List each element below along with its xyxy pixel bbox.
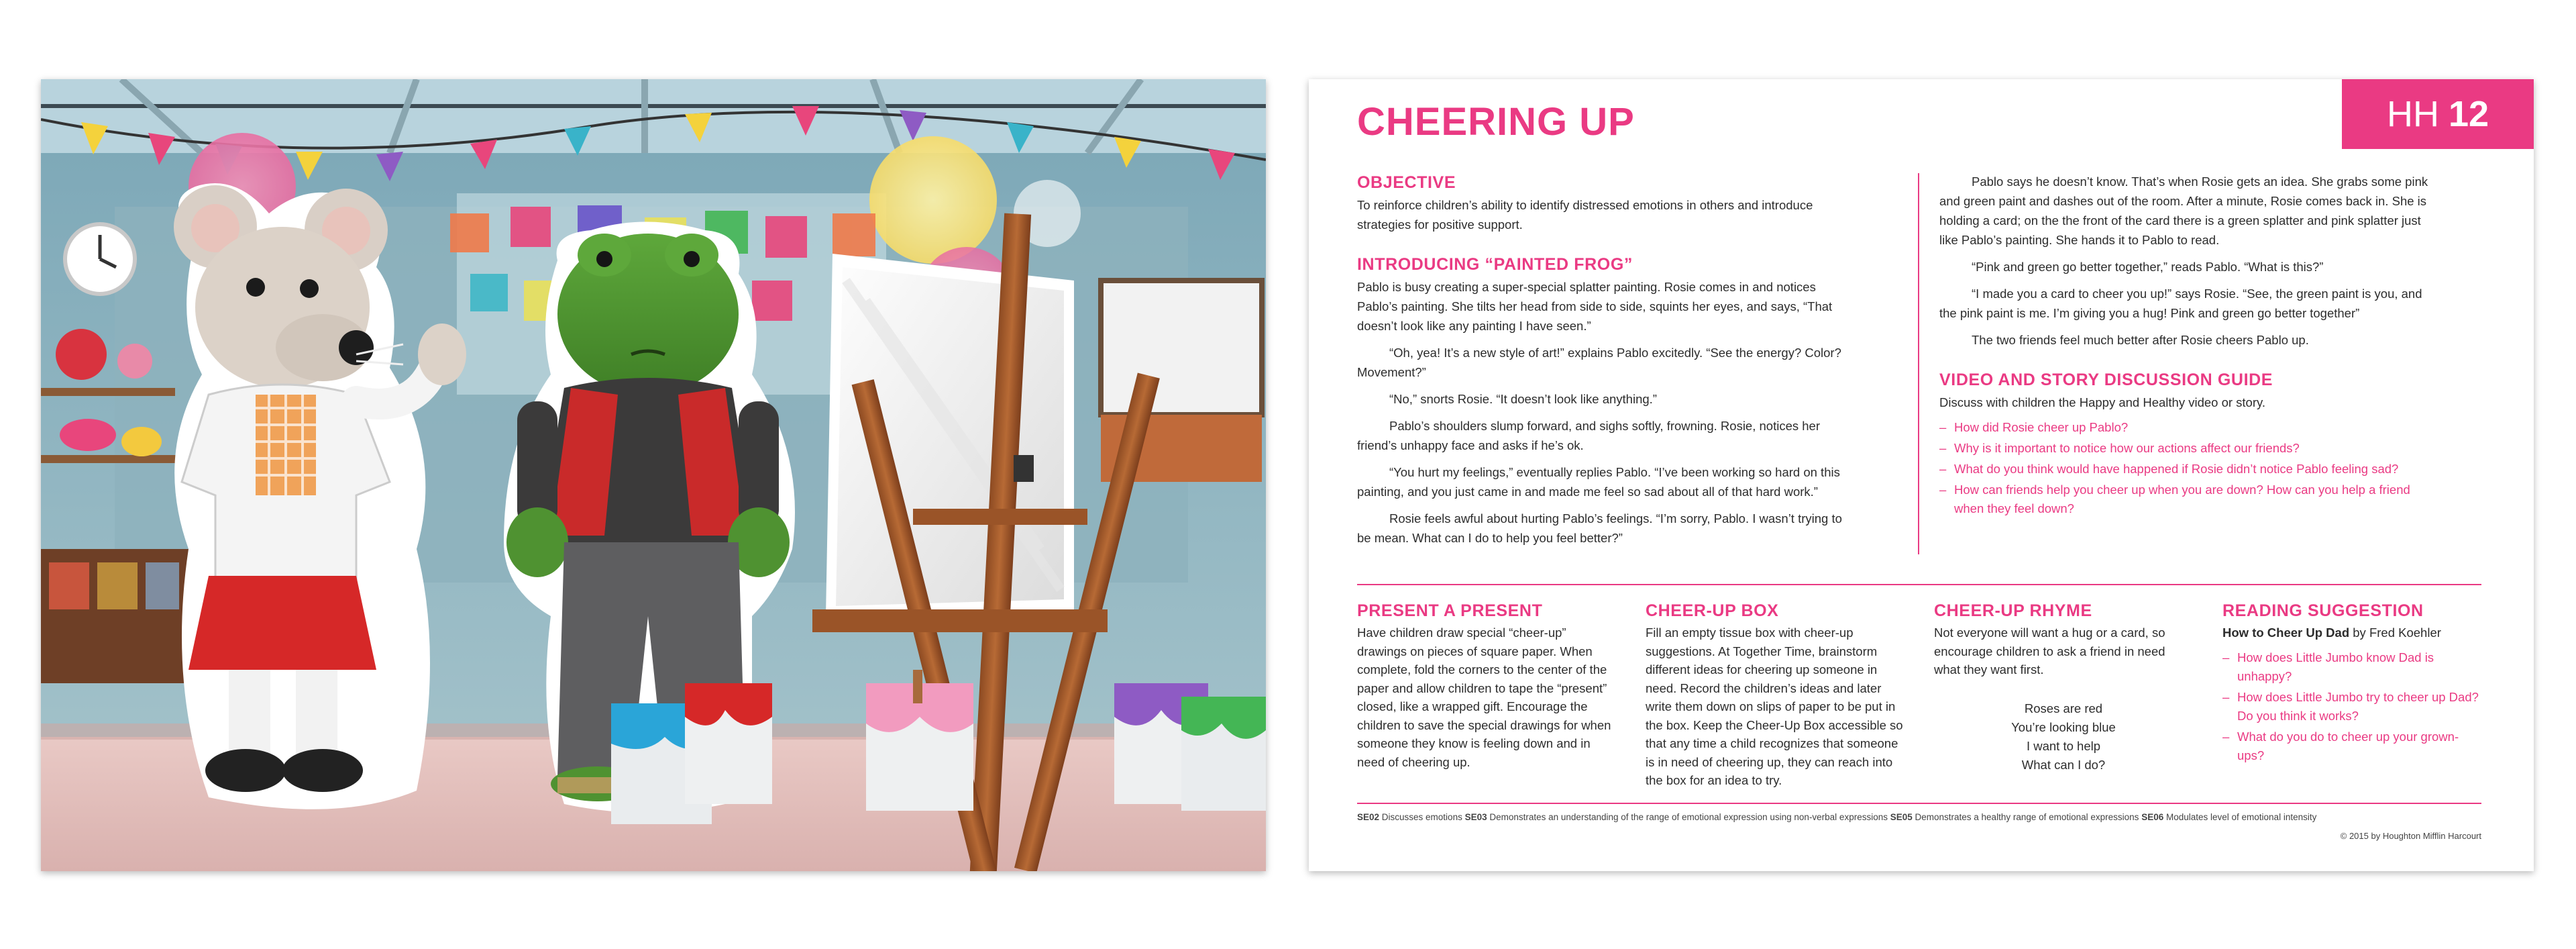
reading-question: – How does Little Jumbo try to cheer up Dad? Do you think it works? bbox=[2222, 688, 2481, 726]
activity-rhyme bbox=[1934, 600, 2193, 775]
book-author: by Fred Koehler bbox=[2349, 626, 2441, 640]
story-paragraph: “You hurt my feelings,” eventually replies Pablo. “I’ve been working so hard on this painting, and you just came in and made me feel so sad about all of that hard work.” bbox=[1357, 465, 1840, 499]
story-continued: The two friends feel much better after Rosie cheers Pablo up. bbox=[1972, 333, 2309, 347]
activity-text: Have children draw special “cheer-up” drawings on pieces of square paper. When complete, fold the corners to the center of the paper and allow children to tape the “present” closed, like a wrapped gift. Encourage the children to save the special drawings for when someone they know is feeling down and in need of cheering up. bbox=[1357, 626, 1611, 769]
rhyme-line: I want to help bbox=[2026, 738, 2101, 753]
footer-divider bbox=[1357, 803, 2481, 804]
illustration-card bbox=[41, 79, 1266, 871]
badge-prefix: HH bbox=[2386, 94, 2439, 134]
rhyme-line: What can I do? bbox=[2021, 757, 2106, 772]
paint-buckets bbox=[611, 670, 1266, 824]
activity-cheer-up-box bbox=[1646, 600, 1904, 790]
standard-code: SE06 bbox=[2141, 812, 2164, 822]
discussion-heading: VIDEO AND STORY DISCUSSION GUIDE bbox=[1939, 370, 2273, 389]
story-paragraph: Pablo is busy creating a super-special splatter painting. Rosie comes in and notices Pablo’s painting. She tilts her head from side to side, squints her eyes, and says, “That doesn’t look like any painting I have seen.” bbox=[1357, 280, 1833, 333]
standard-text: Discusses emotions bbox=[1379, 812, 1465, 822]
discussion-question: – What do you think would have happened if Rosie didn’t notice Pablo feeling sad? bbox=[1939, 460, 2429, 479]
reading-questions bbox=[2222, 648, 2481, 765]
objective-text: To reinforce children’s ability to identify distressed emotions in others and introduce strategies for positive support. bbox=[1357, 198, 1813, 232]
story-paragraph: “No,” snorts Rosie. “It doesn’t look like anything.” bbox=[1389, 392, 1657, 406]
discussion-questions bbox=[1939, 418, 2429, 518]
story-continued: “Pink and green go better together,” reads Pablo. “What is this?” bbox=[1972, 260, 2324, 274]
lesson-card bbox=[1309, 79, 2534, 871]
lesson-number-badge bbox=[2342, 79, 2534, 149]
story-continued: Pablo says he doesn’t know. That’s when Rosie gets an idea. She grabs some pink and green paint and dashes out of the room. After a minute, Rosie comes back in. She is holding a card; on the the front of the card there is a green splatter and pink splatter just like Pablo’s painting. She hands it to Pablo to read. bbox=[1939, 174, 2428, 247]
standard-code: SE03 bbox=[1464, 812, 1487, 822]
reading-question: – How does Little Jumbo know Dad is unhappy? bbox=[2222, 648, 2481, 686]
standard-code: SE02 bbox=[1357, 812, 1380, 822]
rhyme-line: Roses are red bbox=[2024, 701, 2103, 715]
standard-text: Modulates level of emotional intensity bbox=[2163, 812, 2317, 822]
discussion-intro: Discuss with children the Happy and Healthy video or story. bbox=[1939, 395, 2266, 409]
reading-question: – What do you do to cheer up your grown-ups? bbox=[2222, 728, 2481, 765]
activity-present bbox=[1357, 600, 1616, 771]
discussion-question: – How did Rosie cheer up Pablo? bbox=[1939, 418, 2429, 437]
rhyme-line: You’re looking blue bbox=[2011, 719, 2116, 734]
book-line bbox=[2222, 623, 2481, 642]
activity-heading: CHEER-UP BOX bbox=[1646, 601, 1779, 620]
copyright: © 2015 by Houghton Mifflin Harcourt bbox=[2340, 831, 2481, 841]
story-paragraph: “Oh, yea! It’s a new style of art!” explains Pablo excitedly. “See the energy? Color? Movement?” bbox=[1357, 346, 1841, 379]
standard-code: SE05 bbox=[1890, 812, 1913, 822]
left-column bbox=[1357, 172, 1854, 555]
activity-heading: READING SUGGESTION bbox=[2222, 601, 2424, 620]
book-title: How to Cheer Up Dad bbox=[2222, 626, 2350, 640]
discussion-question: – How can friends help you cheer up when you are down? How can you help a friend when they feel down? bbox=[1939, 481, 2429, 518]
standard-text: Demonstrates an understanding of the range of emotional expression using non-verbal expressions bbox=[1487, 812, 1890, 822]
story-paragraph: Rosie feels awful about hurting Pablo’s feelings. “I’m sorry, Pablo. I wasn’t trying to be mean. What can I do to help you feel better?” bbox=[1357, 511, 1842, 545]
standards-line bbox=[1357, 812, 2484, 822]
right-column bbox=[1939, 172, 2429, 520]
activity-reading bbox=[2222, 600, 2481, 767]
story-paragraph: Pablo’s shoulders slump forward, and sighs softly, frowning. Rosie, notices her friend’s unhappy face and asks if he’s ok. bbox=[1357, 419, 1820, 452]
rhyme-verse bbox=[1934, 699, 2193, 775]
activity-text: Fill an empty tissue box with cheer-up suggestions. At Together Time, brainstorm different ideas for cheering up someone in need. Record the children’s ideas and later write them down on slips of paper to be put in the box. Keep the Cheer-Up Box accessible so that any time a child recognizes that someone is in need of cheering up, they can reach into the box for an idea to try. bbox=[1646, 626, 1903, 787]
page-title: CHEERING UP bbox=[1357, 100, 1635, 144]
activity-text: Not everyone will want a hug or a card, so encourage children to ask a friend in need what they want first. bbox=[1934, 626, 2165, 677]
standard-text: Demonstrates a healthy range of emotional expressions bbox=[1912, 812, 2142, 822]
activity-heading: PRESENT A PRESENT bbox=[1357, 601, 1543, 620]
discussion-question: – Why is it important to notice how our actions affect our friends? bbox=[1939, 439, 2429, 458]
story-continued: “I made you a card to cheer you up!” says Rosie. “See, the green paint is you, and the pink paint is me. I’m giving you a hug! Pink and green go better together” bbox=[1939, 287, 2422, 320]
classroom-illustration bbox=[41, 79, 1266, 871]
activity-heading: CHEER-UP RHYME bbox=[1934, 601, 2092, 620]
badge-number: 12 bbox=[2448, 94, 2489, 134]
column-divider bbox=[1918, 173, 1919, 554]
story-heading: INTRODUCING “PAINTED FROG” bbox=[1357, 255, 1633, 274]
objective-heading: OBJECTIVE bbox=[1357, 173, 1456, 192]
section-divider bbox=[1357, 584, 2481, 585]
